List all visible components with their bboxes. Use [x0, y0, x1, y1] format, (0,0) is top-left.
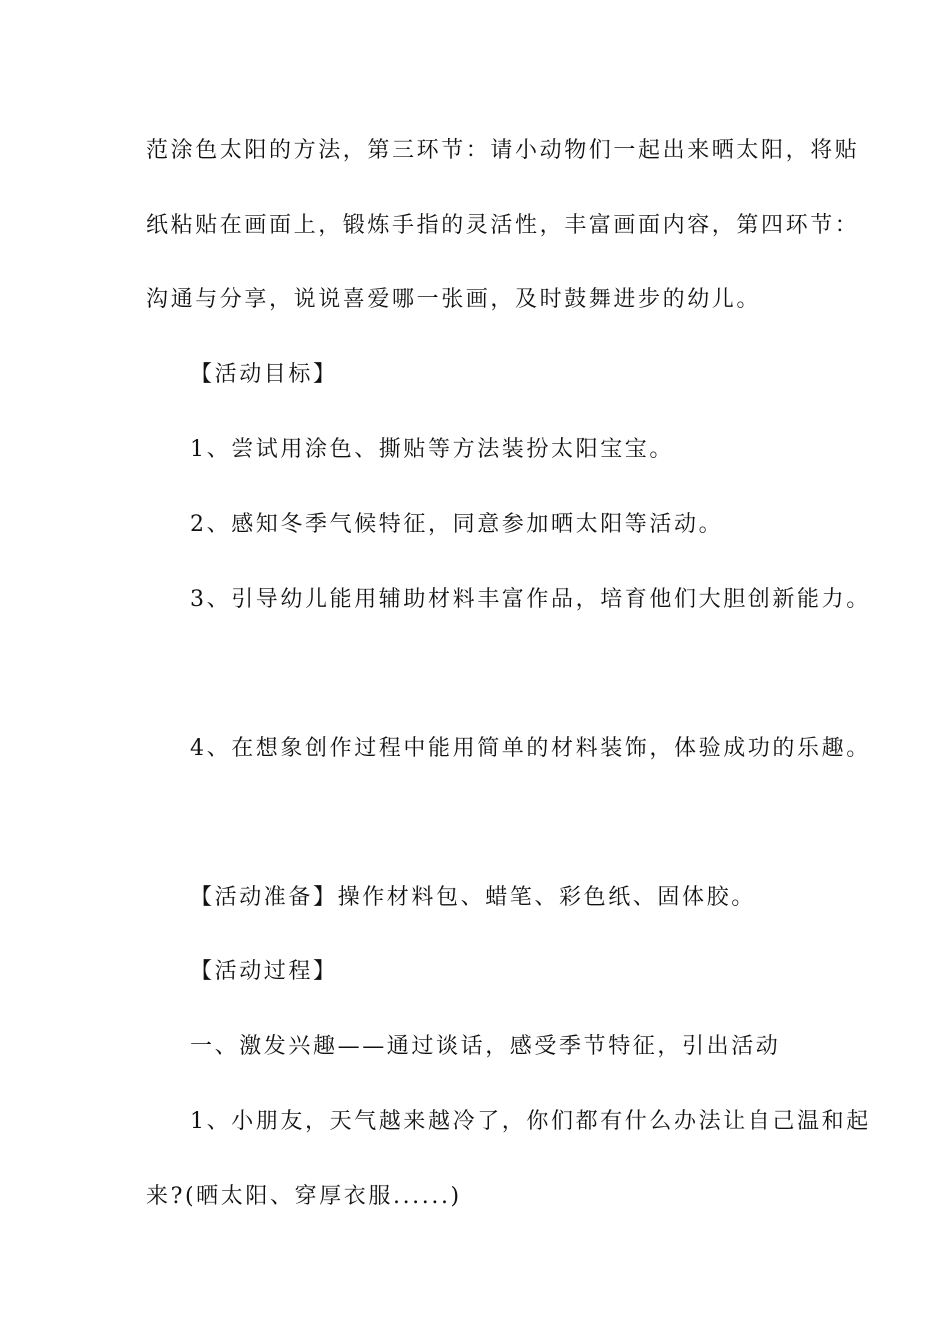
goal-item-4: 4、在想象创作过程中能用简单的材料装饰，体验成功的乐趣。 [190, 736, 871, 761]
goals-heading: 【活动目标】 [190, 362, 338, 387]
step-one-heading: 一、激发兴趣——通过谈话，感受季节特征，引出活动 [190, 1034, 781, 1059]
goal-item-3: 3、引导幼儿能用辅助材料丰富作品，培育他们大胆创新能力。 [190, 587, 871, 612]
question-line-1: 1、小朋友，天气越来越冷了，你们都有什么办法让自己温和起 [190, 1109, 871, 1134]
intro-line-1: 范涂色太阳的方法，第三环节：请小动物们一起出来晒太阳，将贴 [146, 138, 860, 163]
process-heading: 【活动过程】 [190, 959, 338, 984]
goal-item-1: 1、尝试用涂色、撕贴等方法装扮太阳宝宝。 [190, 437, 674, 462]
question-line-2: 来?(晒太阳、穿厚衣服......) [146, 1184, 462, 1209]
preparation-line: 【活动准备】操作材料包、蜡笔、彩色纸、固体胶。 [190, 885, 756, 910]
goal-item-2: 2、感知冬季气候特征，同意参加晒太阳等活动。 [190, 512, 724, 537]
intro-line-3: 沟通与分享，说说喜爱哪一张画，及时鼓舞进步的幼儿。 [146, 287, 762, 312]
intro-line-2: 纸粘贴在画面上，锻炼手指的灵活性，丰富画面内容，第四环节： [146, 213, 860, 238]
